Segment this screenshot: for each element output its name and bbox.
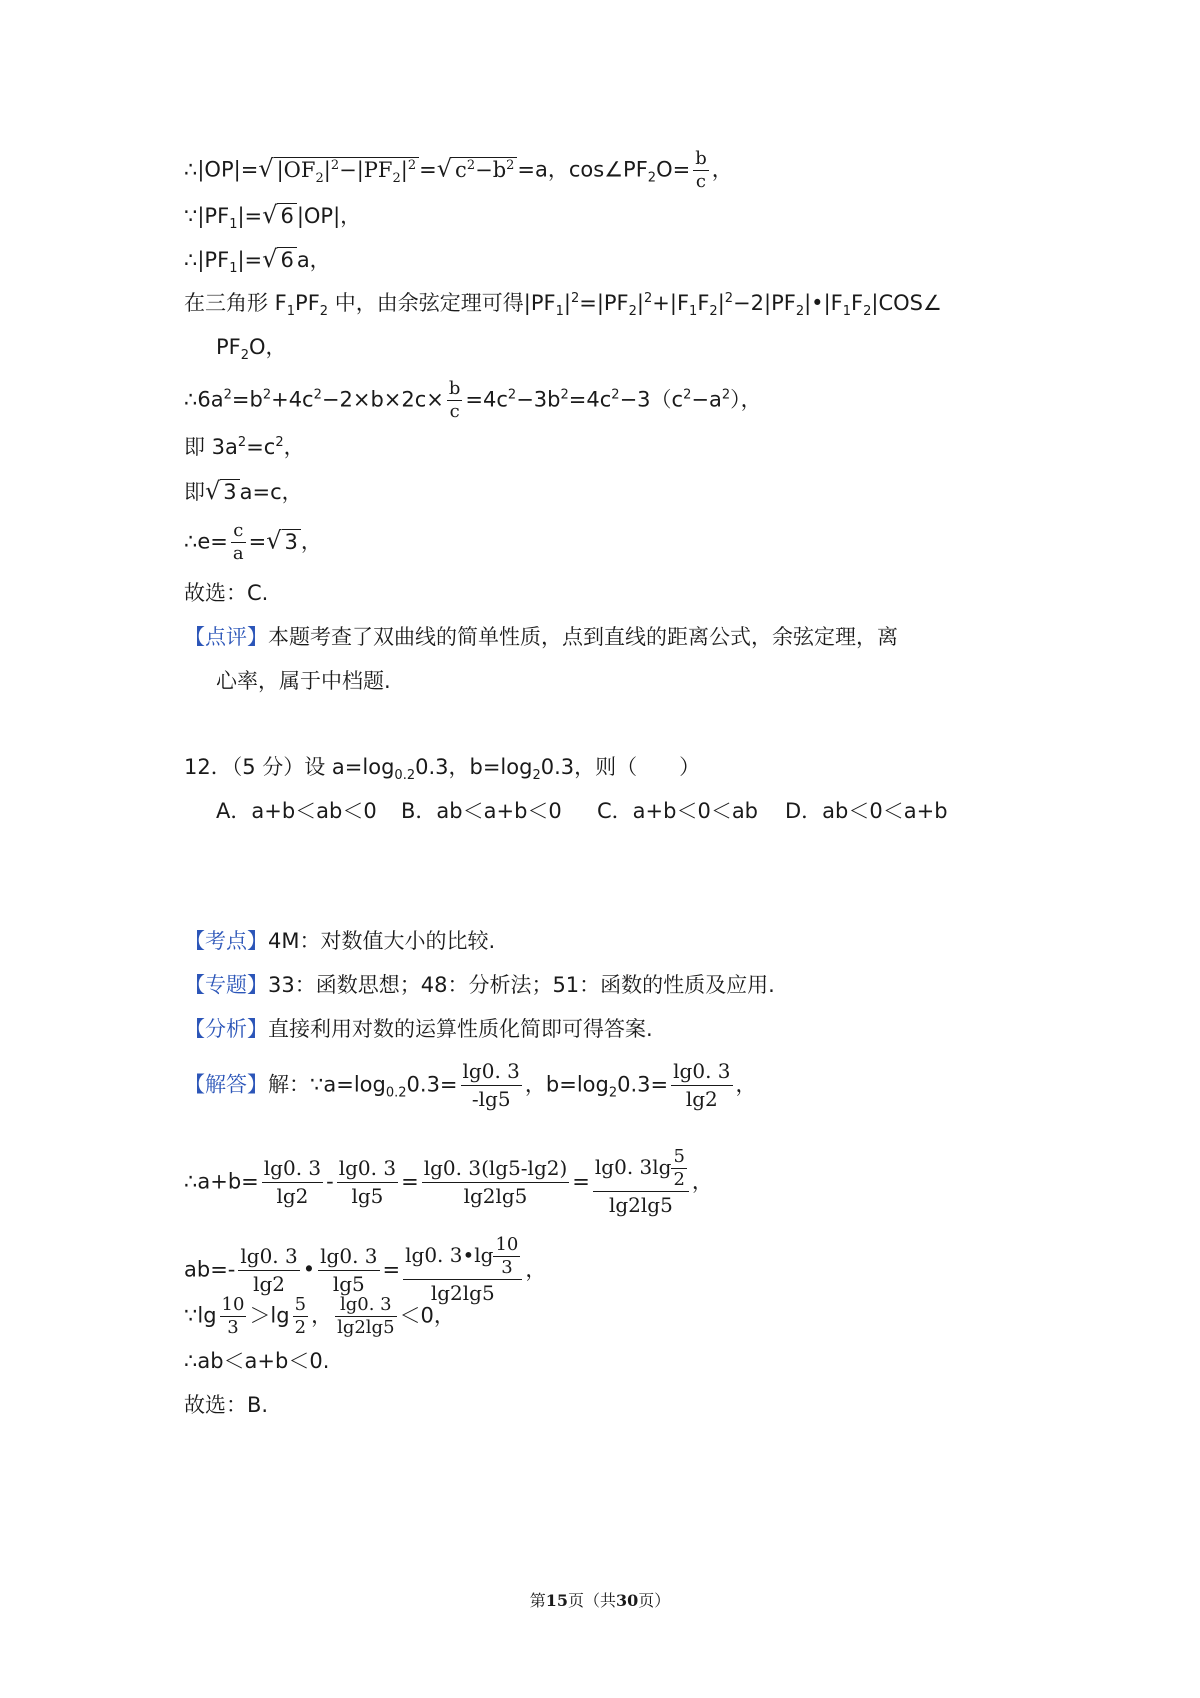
jieda-tag: 【解答】 bbox=[184, 1072, 268, 1097]
jieda-line-1: 【解答】解：$\because a=\log_{0.2}0.3=$ $\frac{\lg 0. 3}{-\lg 5}$ ，$b=\log_20.3=$ $\frac{\lg 0. 3}{\lg 2}$ ， bbox=[184, 1059, 757, 1111]
fraction: $\frac{\lg 0. 3}{\lg 2}$ bbox=[263, 1156, 322, 1208]
option-a: A．a+b＜ab＜0 bbox=[216, 799, 377, 823]
option-b: B．ab＜a+b＜0 bbox=[401, 799, 562, 823]
fraction: $\frac{b}{c}$ bbox=[448, 378, 461, 422]
fraction: $\frac{5}{2}$ bbox=[294, 1294, 307, 1338]
jieda-line-compare: ∵lg $\frac{10}{3}$ ＞lg $\frac{5}{2}$ ， $\frac{\lg 0. 3}{\lg 2\lg 5}$ ＜0， bbox=[184, 1294, 455, 1338]
comment-line-cont: 心率，属于中档题. bbox=[216, 669, 391, 693]
answer-choice-b: 故选：B. bbox=[184, 1393, 269, 1417]
comment-line: 【点评】本题考查了双曲线的简单性质，点到直线的距离公式，余弦定理，离 bbox=[184, 625, 898, 649]
solution-line-pf1-op: $\because|PF_1|=√$ 6 |OP|， bbox=[184, 201, 362, 233]
kaodian-line: 【考点】4M：对数值大小的比较. bbox=[184, 929, 496, 953]
fraction: $\frac{\lg 0. 3}{\lg 5}$ bbox=[320, 1244, 378, 1296]
fenxi-line: 【分析】直接利用对数的运算性质化简即可得答案. bbox=[184, 1017, 653, 1041]
comment-tag: 【点评】 bbox=[184, 625, 268, 649]
option-d: D．ab＜0＜a+b bbox=[785, 799, 948, 823]
solution-line-pf2o: $PF_2O$， bbox=[216, 335, 287, 364]
fenxi-tag: 【分析】 bbox=[184, 1017, 268, 1041]
fraction: $\frac{\lg 0. 3}{\lg 2}$ bbox=[240, 1244, 298, 1296]
jieda-line-aplusb: ∴a+b= $\frac{\lg 0. 3}{\lg 2}$ - $\frac{\lg 0. 3}{\lg 5}$ = $\frac{\lg 0. 3(\lg 5-\lg 2)}{\lg 2\lg 5}$ = lg0. 3lg $\frac{5}{2}$ lg2lg5 ， bbox=[184, 1146, 713, 1217]
question-12-options bbox=[216, 796, 948, 826]
fraction: lg0. 3•lg $\frac{10}{3}$ lg2lg5 bbox=[403, 1234, 522, 1307]
fraction: lg0. 3lg $\frac{5}{2}$ lg2lg5 bbox=[593, 1146, 689, 1219]
solution-line-sqrt3a: 即√ 3 a=c， bbox=[184, 477, 303, 505]
fraction: $\frac{b}{c}$ bbox=[695, 148, 707, 192]
page-number: 15 bbox=[545, 1591, 568, 1610]
page-total: 30 bbox=[616, 1591, 639, 1610]
jieda-line-conclusion: ∴ab＜a+b＜0. bbox=[184, 1349, 330, 1373]
solution-line-eccentricity: ∴e= $\frac{c}{a}$ =√ 3 ， bbox=[184, 520, 322, 564]
fraction: $\frac{\lg 0. 3}{\lg 2}$ bbox=[673, 1059, 731, 1111]
option-c: C．a+b＜0＜ab bbox=[597, 799, 759, 823]
question-12: 12．（5 分）设 $a=\log_{0.2}0.3$，$b=\log_20.3$，则（ ） bbox=[184, 755, 701, 784]
answer-choice-c: 故选：C. bbox=[184, 581, 269, 605]
kaodian-tag: 【考点】 bbox=[184, 929, 268, 953]
fraction: $\frac{\lg 0. 3}{\lg 2\lg 5}$ bbox=[337, 1294, 395, 1338]
solution-line-pf1-a: $\therefore|PF_1|=√$ 6 a， bbox=[184, 245, 331, 277]
jieda-line-ab: ab=- $\frac{\lg 0. 3}{\lg 2}$ • $\frac{\lg 0. 3}{\lg 5}$ = lg0. 3•lg $\frac{10}{3}$ lg2lg5 ， bbox=[184, 1234, 547, 1305]
solution-line-3a2: 即 $3a^2=c^2$， bbox=[184, 435, 305, 459]
page-footer: 第15页（共30页） bbox=[529, 1591, 671, 1610]
solution-line-cosine-law: 在三角形 $F_1PF_2$ 中，由余弦定理可得$|PF_1|^2=|PF_2|^2+|F_1F_2|^2-2|PF_2|•|F_1F_2|COS\angle$ bbox=[184, 291, 942, 320]
solution-line-6a2: $\therefore 6a^2=b^2+4c^2-2\times b\times 2c\times$ $\frac{b}{c}$ $=4c^2-3b^2=4c^2-3(c^2-a^2)$， bbox=[184, 378, 762, 422]
solution-line-op: ∴|OP|=√ $|OF_2|^2-|PF_2|^2$ =√ $c^2-b^2 =a$，$\cos\angle PF_2O=$ $\frac{b}{c}$ ， bbox=[184, 148, 733, 192]
fraction: $\frac{\lg 0. 3(\lg 5-\lg 2)}{\lg 2\lg 5}$ bbox=[423, 1156, 568, 1208]
fraction: $\frac{\lg 0. 3}{-\lg 5}$ bbox=[462, 1059, 520, 1111]
zhuanti-line: 【专题】33：函数思想；48：分析法；51：函数的性质及应用. bbox=[184, 973, 775, 997]
fraction: $\frac{10}{3}$ bbox=[221, 1294, 245, 1338]
fraction: $\frac{\lg 0. 3}{\lg 5}$ bbox=[338, 1156, 397, 1208]
zhuanti-tag: 【专题】 bbox=[184, 973, 268, 997]
fraction: $\frac{c}{a}$ bbox=[232, 520, 244, 564]
